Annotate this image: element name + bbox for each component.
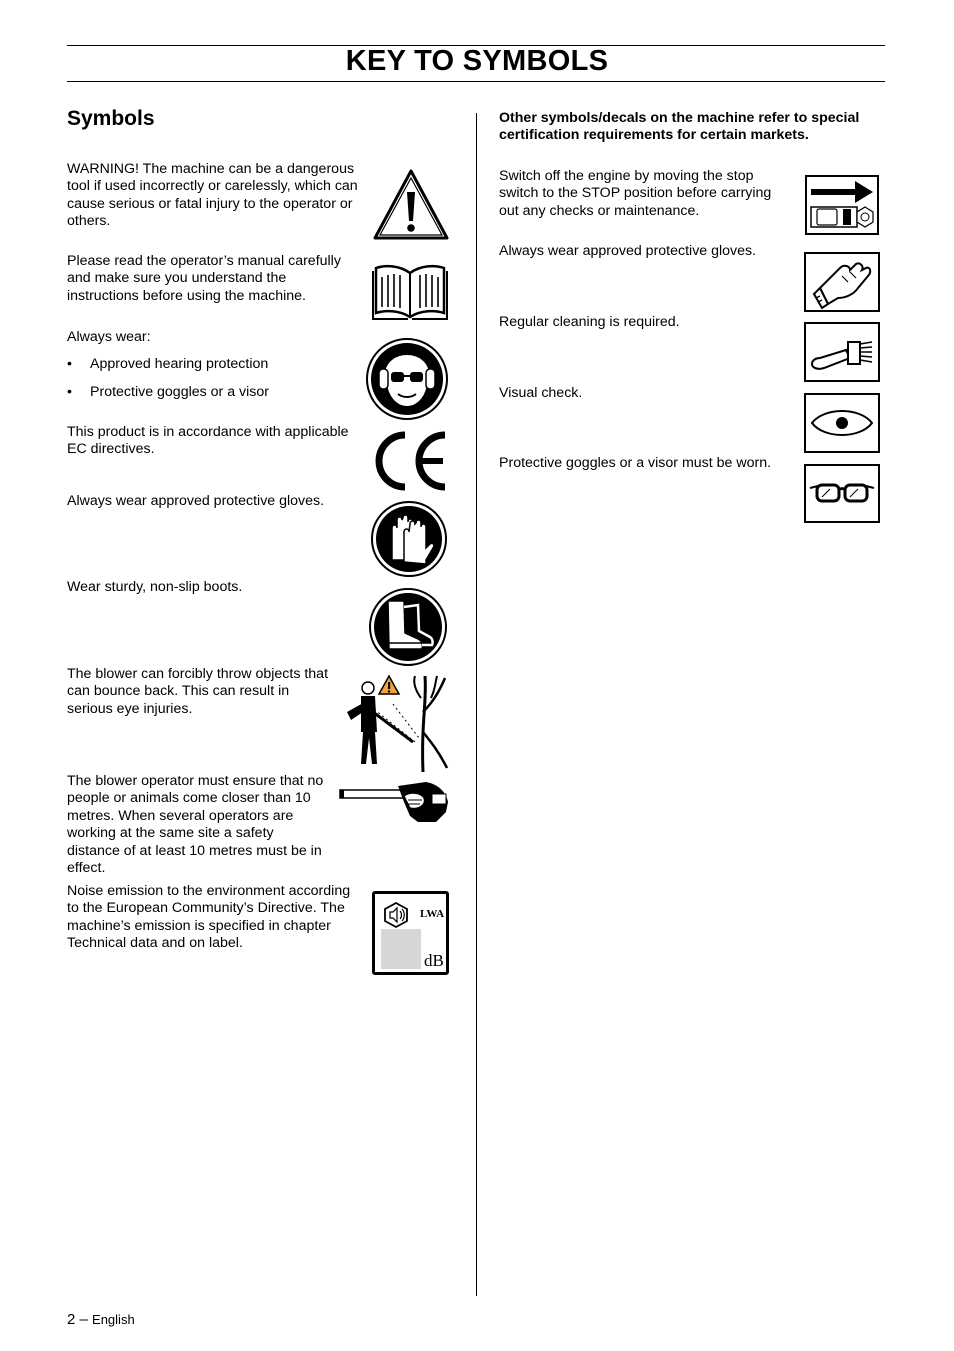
title-bottom-rule — [67, 81, 885, 82]
brush-icon — [806, 324, 878, 380]
column-divider — [476, 113, 477, 1296]
footer-language: English — [92, 1312, 135, 1327]
boots-paragraph: Wear sturdy, non-slip boots. — [67, 579, 243, 595]
ce-text — [67, 424, 359, 459]
stop-switch-arrow-icon — [807, 177, 877, 233]
other-symbols-intro — [499, 110, 884, 145]
goggles-text — [499, 455, 789, 472]
safety-boots-icon — [368, 587, 448, 667]
cleaning-paragraph: Regular cleaning is required. — [499, 314, 680, 330]
gloves-decal — [804, 252, 880, 312]
noise-text — [67, 883, 359, 953]
list-item: • Protective goggles or a visor — [67, 384, 352, 401]
gloves-paragraph: Always wear approved protective gloves. — [67, 493, 325, 509]
page-number: 2 – — [67, 1311, 88, 1328]
speaker-hexagon-icon — [382, 901, 410, 929]
stop-switch-paragraph: Switch off the engine by moving the stop switch to the STOP position before carrying out any checks or maintenance. — [499, 168, 772, 219]
manual-paragraph: Please read the operator’s manual carefully and make sure you understand the instructions before using the machine. — [67, 253, 341, 304]
goggles-decal — [804, 464, 880, 523]
thrown-objects-warning-icon — [335, 672, 451, 774]
stop-switch-decal — [805, 175, 879, 235]
ce-mark-icon — [369, 429, 451, 493]
hearing-eye-protection-icon — [365, 337, 449, 421]
distance-paragraph — [67, 773, 372, 877]
visual-check-decal — [804, 393, 880, 453]
intro-paragraph: Other symbols/decals on the machine refer to special certification requirements for certain markets. — [499, 110, 860, 144]
always-wear-label: Always wear: — [67, 329, 151, 345]
distance-text — [67, 773, 372, 877]
right-gloves-text — [499, 243, 789, 260]
glove-icon — [806, 254, 878, 310]
protective-gloves-icon — [370, 500, 448, 578]
cleaning-decal — [804, 322, 880, 382]
right-gloves-paragraph: Always wear approved protective gloves. — [499, 243, 757, 259]
eye-icon — [806, 395, 878, 451]
goggles-paragraph: Protective goggles or a visor must be worn. — [499, 455, 772, 471]
manual-text — [67, 253, 352, 305]
noise-emission-label-icon — [372, 891, 449, 975]
visual-check-text — [499, 385, 789, 402]
cleaning-text — [499, 314, 789, 331]
goggles-icon — [806, 466, 878, 521]
warning-text — [67, 161, 359, 231]
warning-paragraph: WARNING! The machine can be a dangerous tool if used incorrectly or carelessly, which can cause serious or fatal injury to the operator or others. — [67, 161, 358, 230]
always-wear-block — [67, 329, 352, 411]
ppe-list — [67, 356, 352, 401]
visual-check-paragraph: Visual check. — [499, 385, 583, 401]
throw-text — [67, 666, 331, 718]
lwa-label: LWA — [420, 908, 445, 920]
boots-text — [67, 579, 359, 596]
throw-paragraph: The blower can forcibly throw objects that can bounce back. This can result in serious eye injuries. — [67, 666, 329, 717]
page-footer — [67, 1311, 135, 1328]
ce-paragraph: This product is in accordance with applicable EC directives. — [67, 424, 349, 458]
warning-triangle-icon — [372, 168, 450, 242]
emission-value-box — [381, 929, 421, 969]
stop-switch-text — [499, 168, 784, 220]
page-title: KEY TO SYMBOLS — [345, 45, 609, 77]
db-label: dB — [424, 951, 444, 970]
distance-sentence: The blower operator must ensure that no people or animals come closer than 10 metres. When several operators are working at the same site a safety distance of at least 10 metres must be in effect. — [67, 773, 324, 877]
list-item: • Approved hearing protection — [67, 356, 352, 373]
operator-manual-book-icon — [371, 261, 449, 321]
gloves-text — [67, 493, 359, 510]
section-heading: Symbols — [67, 107, 155, 130]
blower-hand-icon — [338, 778, 450, 824]
noise-paragraph: Noise emission to the environment according to the European Community’s Directive. The machine’s emission is specified in chapter Technical data and on label. — [67, 883, 351, 952]
